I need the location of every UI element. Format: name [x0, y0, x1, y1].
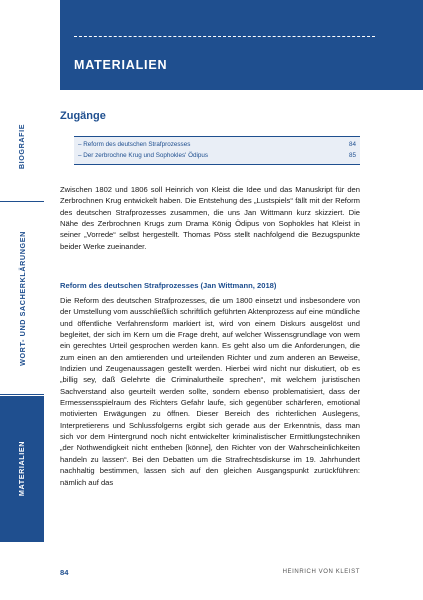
chapter-header — [60, 0, 423, 90]
header-divider — [74, 36, 375, 37]
toc-entry[interactable] — [74, 140, 360, 151]
tab-biografie[interactable] — [0, 92, 44, 202]
intro-paragraph: Zwischen 1802 und 1806 soll Heinrich von Kleist die Idee und das Manuskript für den Zerbrochnen Krug entwickelt haben. Die Entstehung des „Lustspiels“ fällt mit der Reform des deutschen Strafprozesses zusammen, die uns Jan Wittmann kurz skizziert. Die Nähe des Zerbrochnen Krugs zum Drama König Ödipus von Sophokles hat Kleist in seiner „Vorrede“ selbst hergestellt. Thomas Pöss stellt nachfolgend die Bezugspunkte beider Werke zueinander. — [60, 185, 360, 251]
article-body: Die Reform des deutschen Strafprozesses, die um 1800 einsetzt und insbesondere von der Umstellung vom ausschließlich schriftlich geführten Aktenprozess auf eine mündliche und öffentliche Verfahrensform markiert ist, wird von einem Diskurs ausgelöst und begleitet, der sich im Kern um die Frage dreht, auf welcher Wissensgrundlage von wem ein gerechtes Urteil gesprochen werden kann. Es geht also um die Anforderungen, die zum einen an den amtierenden und urteilenden Richter und zum anderen an Beweise, Indizien und Zeugenaussagen gestellt werden. Hierbei wird nicht nur diskutiert, ob es „billig sey, daß Gelehrte die Criminalurtheile sprechen“, mit welchem juristischen Sachverstand also geurteilt werden sollte, sondern ebenso problematisiert, dass der Ermessensspielraum des Richters Gefahr laufe, sich gegenüber schärferen, emotional motivierten Erwägungen zu öffnen. Dieser Bereich des richterlichen Auslegens, Interpretierens und Schlussfolgerns ergibt sich gerade aus der Erkenntnis, dass man sich vor dem Hintergrund noch nicht entwickelter kriminalistischer Ermittlungstechniken „der Nothwendigkeit nicht entheben [könne], den Richter von der Wahrscheinlichkeiten handeln zu lassen“. Bei den Debatten um die Strafrechtsdiskurse im 19. Jahrhundert nachhaltig bestimmen, lassen sich auf den gleichen Ausgangspunkt zurückführen: nämlich auf das — [60, 296, 360, 487]
tab-materialien[interactable] — [0, 396, 44, 542]
tab-label: MATERIALIEN — [17, 440, 27, 497]
section-title: Zugänge — [60, 110, 106, 122]
table-of-contents — [74, 136, 360, 165]
page-footer — [0, 560, 423, 580]
article-heading: Reform des deutschen Strafprozesses (Jan Wittmann, 2018) — [60, 281, 277, 290]
toc-entry[interactable] — [74, 151, 360, 162]
page-number: 84 — [60, 568, 69, 577]
tab-wort-und-sacherklaerungen[interactable] — [0, 203, 44, 395]
toc-entry-label: – Reform des deutschen Strafprozesses — [78, 141, 191, 148]
tab-label: BIOGRAFIE — [17, 123, 27, 170]
running-head: HEINRICH VON KLEIST — [282, 569, 360, 575]
tab-label: WORT- UND SACHERKLÄRUNGEN — [17, 231, 27, 366]
toc-entry-page: 85 — [348, 151, 356, 159]
section-sidebar — [0, 92, 44, 542]
toc-entry-label: – Der zerbrochne Krug und Sophokles' Ödipus — [78, 151, 209, 159]
toc-entry-page: 84 — [348, 141, 356, 148]
chapter-title: MATERIALIEN — [74, 58, 168, 72]
